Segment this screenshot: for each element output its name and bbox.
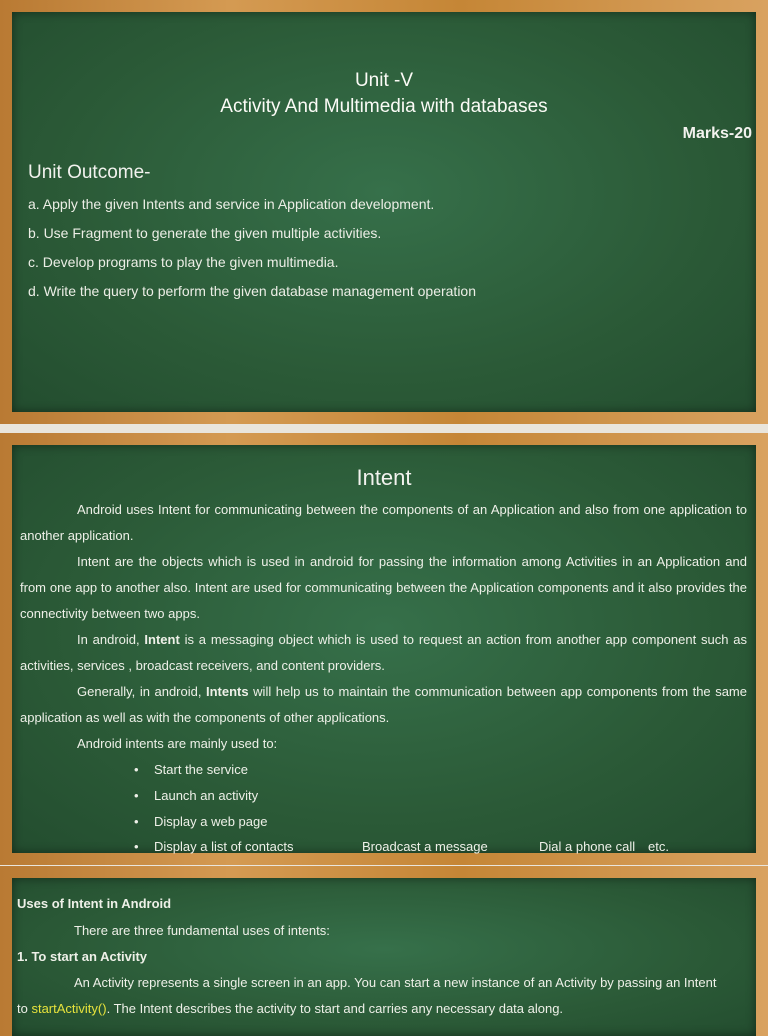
unit-subtitle: Activity And Multimedia with databases bbox=[220, 96, 548, 117]
paragraph: In android, Intent is a messaging object which is used to request an action from another app component such as activities, services , broadcast receivers, and content providers. bbox=[20, 632, 747, 673]
list-item: • Start the service bbox=[134, 762, 248, 777]
slide-title bbox=[12, 68, 756, 120]
list-item-extra: etc. bbox=[648, 839, 669, 854]
paragraph: to startActivity(). The Intent describes the activity to start and carries any necessary data along. bbox=[17, 1001, 564, 1016]
slide-intent bbox=[0, 433, 768, 865]
paragraph: Intent are the objects which is used in android for passing the information among Activities in an Application and from one app to another also. Intent are used for communicating between the Application components and it also provides the connectivity between two apps. bbox=[20, 554, 747, 621]
slide-unit-overview bbox=[0, 0, 768, 424]
outcome-item: c. Develop programs to play the given multimedia. bbox=[28, 254, 339, 270]
chalkboard bbox=[12, 878, 756, 1036]
list-item-extra: Dial a phone call bbox=[539, 839, 636, 854]
intent-heading: Intent bbox=[356, 465, 412, 490]
intro-text: There are three fundamental uses of intents: bbox=[74, 923, 330, 938]
marks-label: Marks-20 bbox=[682, 125, 752, 142]
chalkboard bbox=[12, 445, 756, 853]
code-reference: startActivity() bbox=[31, 1001, 107, 1016]
paragraph: Android uses Intent for communicating between the components of an Application and also from one application to another application. bbox=[20, 502, 747, 543]
list-item: • Display a web page bbox=[134, 814, 268, 829]
paragraph: An Activity represents a single screen in an app. You can start a new instance of an Activity by passing an Intent bbox=[74, 975, 717, 990]
outcome-item: b. Use Fragment to generate the given multiple activities. bbox=[28, 225, 382, 241]
list-item: • Launch an activity bbox=[134, 788, 259, 803]
chalkboard bbox=[12, 12, 756, 412]
outcome-item: a. Apply the given Intents and service in Application development. bbox=[28, 196, 435, 212]
list-item: • Display a list of contacts bbox=[134, 839, 294, 854]
paragraph: Generally, in android, Intents will help us to maintain the communication between app components from the same application as well as with the components of other applications. bbox=[20, 684, 747, 725]
section-heading: Uses of Intent in Android bbox=[17, 896, 172, 911]
unit-title: Unit -V bbox=[354, 70, 414, 91]
list-item-extra: Broadcast a message bbox=[362, 839, 488, 854]
subsection-heading: 1. To start an Activity bbox=[17, 949, 148, 964]
outcome-heading: Unit Outcome- bbox=[28, 162, 151, 183]
slide-uses-of-intent bbox=[0, 866, 768, 1036]
outcome-item: d. Write the query to perform the given database management operation bbox=[28, 283, 477, 299]
paragraph: Android intents are mainly used to: bbox=[77, 736, 278, 751]
